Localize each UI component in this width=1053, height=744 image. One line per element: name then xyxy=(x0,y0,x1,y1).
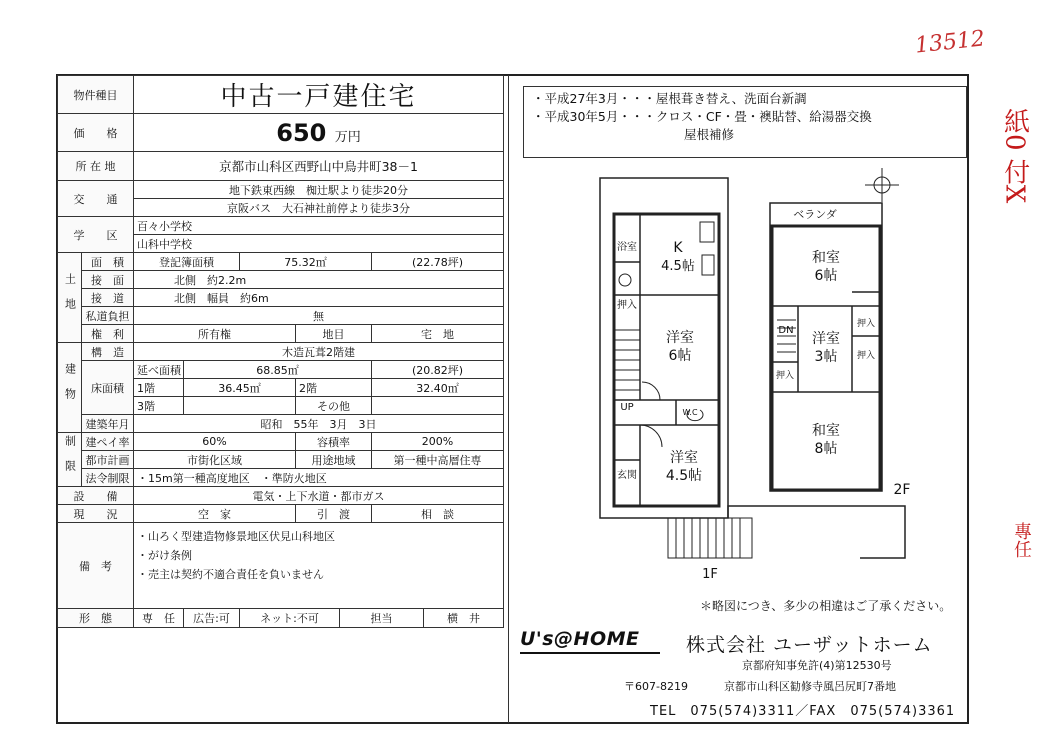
oshi1-label: 押入 xyxy=(856,319,876,329)
road-value: 北側 幅員 約6m xyxy=(134,289,504,307)
city-plan-value: 市街化区域 xyxy=(134,451,296,469)
wc-label: W.C xyxy=(682,408,698,417)
ad-label: 広告:可 xyxy=(184,609,240,628)
transport-line-1: 地下鉄東西線 椥辻駅より徒歩20分 xyxy=(134,181,504,199)
company-license: 京都府知事免許(4)第12530号 xyxy=(742,659,892,672)
total-area-tsubo: (20.82坪) xyxy=(372,361,504,379)
school-line-1: 百々小学校 xyxy=(134,217,504,235)
floor-area-label: 床面積 xyxy=(82,361,134,415)
remark-item: ・売主は契約不適合責任を負いません xyxy=(137,568,324,581)
genkan-label: 玄関 xyxy=(617,470,637,481)
floor3-label: 3階 xyxy=(134,397,184,415)
status-value: 空 家 xyxy=(134,505,296,523)
far-label: 容積率 xyxy=(296,433,372,451)
handwritten-number: 13512 xyxy=(913,26,987,59)
agent-value: 横 井 xyxy=(424,609,504,628)
road-label: 接 道 xyxy=(82,289,134,307)
room2-label: 洋室 xyxy=(670,450,698,466)
floor1-value: 36.45㎡ xyxy=(184,379,296,397)
floor1-label: 1F xyxy=(702,567,718,582)
company-name: 株式会社 ユーザットホーム xyxy=(686,634,933,656)
room3-size: 3帖 xyxy=(814,349,838,365)
company-tel-fax: TEL 075(574)3311／FAX 075(574)3361 xyxy=(650,704,956,719)
facility-label: 設 備 xyxy=(58,487,134,505)
remarks-label: 備 考 xyxy=(58,523,134,609)
building-label: 建物 xyxy=(58,343,82,433)
room1-label: 洋室 xyxy=(666,330,694,346)
floor2-label: 2F xyxy=(893,482,911,498)
area-kind: 登記簿面積 xyxy=(134,253,240,271)
bcr-value: 60% xyxy=(134,433,296,451)
built-value: 昭和 55年 3月 3日 xyxy=(134,415,504,433)
dn-label: DN xyxy=(778,325,794,336)
zoning-label: 用途地域 xyxy=(296,451,372,469)
price-value: 650 xyxy=(276,118,327,147)
note-line: 屋根補修 xyxy=(684,127,735,142)
remark-item: ・山ろく型建造物修景地区伏見山科地区 xyxy=(137,530,335,543)
oshi3-label: 押入 xyxy=(775,371,795,381)
price-label: 価 格 xyxy=(58,114,134,152)
veranda-label: ベランダ xyxy=(793,208,837,221)
structure-value: 木造瓦葺2階建 xyxy=(134,343,504,361)
city-plan-label: 都市計画 xyxy=(82,451,134,469)
facility-value: 電気・上下水道・都市ガス xyxy=(134,487,504,505)
disclaimer: ＊略図につき、多少の相違はご了承ください。 xyxy=(700,599,952,613)
rights-value: 所有権 xyxy=(134,325,296,343)
floor2-value: 32.40㎡ xyxy=(372,379,504,397)
remark-item: ・がけ条例 xyxy=(137,549,192,562)
room2-size: 4.5帖 xyxy=(665,468,703,484)
total-area-label: 延べ面積 xyxy=(134,361,184,379)
room1-size: 6帖 xyxy=(668,348,692,364)
far-value: 200% xyxy=(372,433,504,451)
built-label: 建築年月 xyxy=(82,415,134,433)
up-label: UP xyxy=(620,402,634,413)
total-area-value: 68.85㎡ xyxy=(184,361,372,379)
chimoku-value: 宅 地 xyxy=(372,325,504,343)
kitchen-label: K xyxy=(673,240,683,256)
oshi2-label: 押入 xyxy=(856,351,876,361)
form-label: 形 態 xyxy=(58,609,134,628)
structure-label: 構 造 xyxy=(82,343,134,361)
transport-line-2: 京阪バス 大石神社前停より徒歩3分 xyxy=(134,199,504,217)
kitchen-size: 4.5帖 xyxy=(661,259,695,274)
private-road-label: 私道負担 xyxy=(82,307,134,325)
company-address: 京都市山科区勧修寺風呂尻町7番地 xyxy=(724,680,896,693)
chimoku-label: 地目 xyxy=(296,325,372,343)
price-unit: 万円 xyxy=(334,129,361,145)
handwritten-side-note: 紙0 付X xyxy=(999,108,1030,204)
area-value: 75.32㎡ xyxy=(240,253,372,271)
net-label: ネット:不可 xyxy=(240,609,340,628)
washitsu2-label: 和室 xyxy=(812,423,840,439)
note-line: ・平成27年3月・・・屋根葺き替え、洗面台新調 xyxy=(532,91,807,106)
land-label: 土地 xyxy=(58,253,82,343)
frontage-value: 北側 約2.2m xyxy=(134,271,504,289)
floor2-label: 2階 xyxy=(296,379,372,397)
school-label: 学 区 xyxy=(58,217,134,253)
note-line: ・平成30年5月・・・クロス・CF・畳・襖貼替、給湯器交換 xyxy=(532,109,872,124)
restrict-label: 制限 xyxy=(58,433,82,487)
area-tsubo: (22.78坪) xyxy=(372,253,504,271)
washitsu2-size: 8帖 xyxy=(814,441,838,457)
form-value: 専 任 xyxy=(134,609,184,628)
delivery-value: 相 談 xyxy=(372,505,504,523)
type-value: 中古一戸建住宅 xyxy=(134,76,504,114)
frontage-label: 接 面 xyxy=(82,271,134,289)
handwritten-side-note-2: 專任 xyxy=(1011,522,1032,558)
oshi-label: 押入 xyxy=(617,300,637,311)
type-label: 物件種目 xyxy=(58,76,134,114)
school-line-2: 山科中学校 xyxy=(134,235,504,253)
washitsu1-label: 和室 xyxy=(812,250,840,266)
private-road-value: 無 xyxy=(134,307,504,325)
zoning-value: 第一種中高層住専 xyxy=(372,451,504,469)
company-zip: 〒607-8219 xyxy=(624,680,688,693)
washitsu1-size: 6帖 xyxy=(814,268,838,284)
status-label: 現 況 xyxy=(58,505,134,523)
transport-label: 交 通 xyxy=(58,181,134,217)
address-value: 京都市山科区西野山中鳥井町38－1 xyxy=(134,152,504,181)
agent-label: 担当 xyxy=(340,609,424,628)
bath-label: 浴室 xyxy=(617,242,637,253)
bcr-label: 建ペイ率 xyxy=(82,433,134,451)
company-logo: U's@HOME xyxy=(520,628,640,650)
address-label: 所 在 地 xyxy=(58,152,134,181)
floor1-outline xyxy=(600,178,728,518)
other-label: その他 xyxy=(296,397,372,415)
delivery-label: 引 渡 xyxy=(296,505,372,523)
area-label: 面 積 xyxy=(82,253,134,271)
law-value: ・15m第一種高度地区 ・準防火地区 xyxy=(134,469,504,487)
law-label: 法令制限 xyxy=(82,469,134,487)
floor1-label: 1階 xyxy=(134,379,184,397)
logo-underline xyxy=(520,652,660,654)
rights-label: 権 利 xyxy=(82,325,134,343)
room3-label: 洋室 xyxy=(812,331,840,347)
